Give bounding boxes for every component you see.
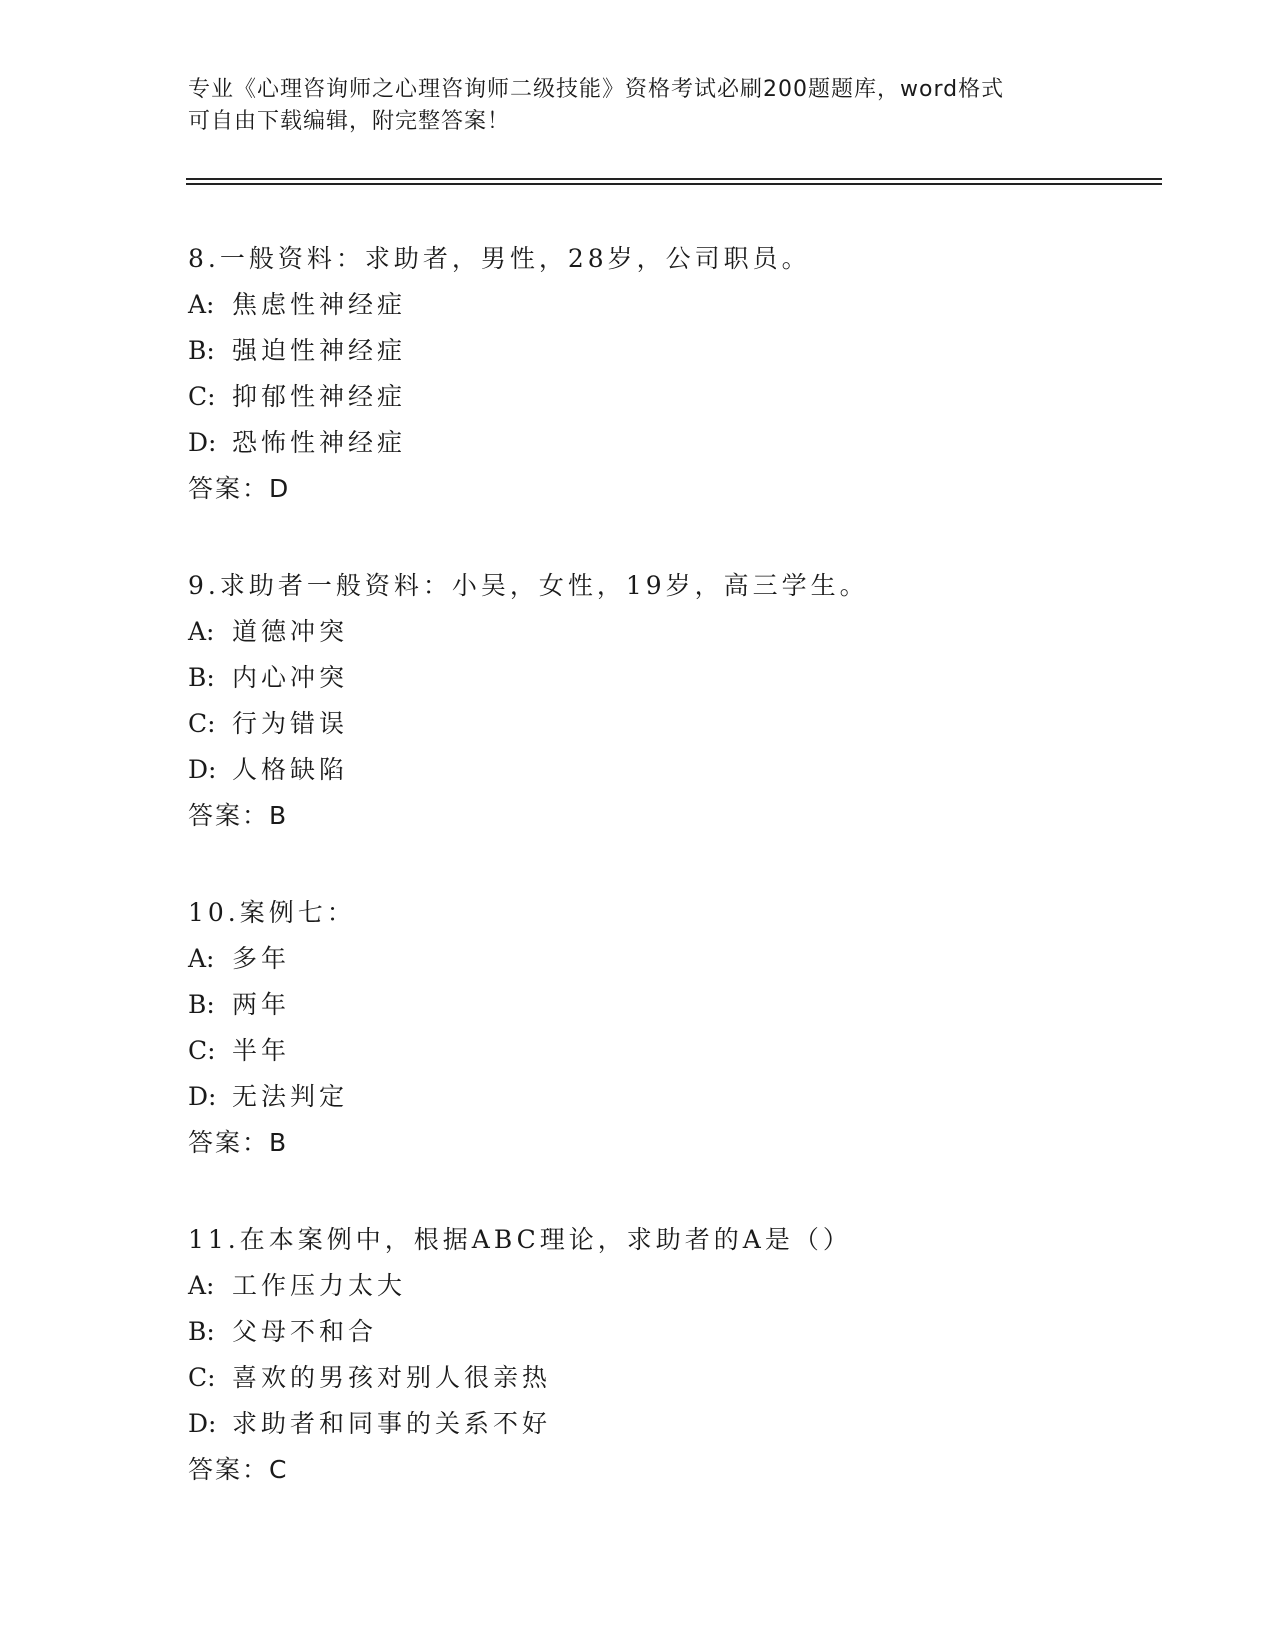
option-key: D:: [188, 1082, 217, 1111]
header-title-line-2: 可自由下载编辑，附完整答案！: [188, 109, 511, 134]
option-text: 父母不和合: [232, 1317, 378, 1346]
option-text: 抑郁性神经症: [232, 382, 407, 411]
option-a: [188, 609, 1168, 655]
header-divider-top: [186, 178, 1162, 180]
question-item: [188, 236, 1168, 512]
header-title-line-1: 专业《心理咨询师之心理咨询师二级技能》资格考试必刷200题题库，word格式: [188, 77, 1005, 102]
question-item: [188, 1217, 1168, 1493]
option-a: [188, 936, 1168, 982]
option-c: [188, 701, 1168, 747]
option-a: [188, 1263, 1168, 1309]
option-key: C:: [188, 709, 216, 738]
option-d: [188, 420, 1168, 466]
option-text: 工作压力太大: [232, 1271, 407, 1300]
option-text: 求助者和同事的关系不好: [232, 1409, 552, 1438]
option-text: 无法判定: [232, 1082, 349, 1111]
option-text: 行为错误: [232, 709, 349, 738]
option-c: [188, 374, 1168, 420]
question-stem: 8.一般资料：求助者，男性，28岁，公司职员。: [188, 244, 811, 273]
option-text: 恐怖性神经症: [232, 428, 407, 457]
option-key: D:: [188, 1409, 217, 1438]
option-text: 多年: [232, 944, 291, 973]
option-d: [188, 1401, 1168, 1447]
option-key: C:: [188, 1363, 216, 1392]
document-header: [188, 74, 1088, 138]
option-text: 内心冲突: [232, 663, 349, 692]
question-item: [188, 890, 1168, 1166]
question-stem: 10.案例七：: [188, 898, 356, 927]
option-key: A:: [188, 290, 215, 319]
option-key: C:: [188, 1036, 216, 1065]
option-c: [188, 1355, 1168, 1401]
option-b: [188, 1309, 1168, 1355]
option-b: [188, 328, 1168, 374]
answer-line: 答案：C: [188, 1455, 289, 1484]
option-text: 半年: [232, 1036, 291, 1065]
answer-line: 答案：B: [188, 801, 289, 830]
option-text: 喜欢的男孩对别人很亲热: [232, 1363, 552, 1392]
option-key: A:: [188, 1271, 215, 1300]
option-text: 道德冲突: [232, 617, 349, 646]
question-item: [188, 563, 1168, 839]
option-key: B:: [188, 663, 215, 692]
option-key: B:: [188, 336, 215, 365]
question-list: [188, 236, 1168, 1544]
answer-line: 答案：D: [188, 474, 291, 503]
option-key: B:: [188, 990, 215, 1019]
option-d: [188, 1074, 1168, 1120]
option-key: A:: [188, 617, 215, 646]
question-stem: 9.求助者一般资料：小吴，女性，19岁，高三学生。: [188, 571, 869, 600]
option-b: [188, 982, 1168, 1028]
option-d: [188, 747, 1168, 793]
option-c: [188, 1028, 1168, 1074]
option-key: D:: [188, 428, 217, 457]
option-text: 焦虑性神经症: [232, 290, 407, 319]
option-text: 人格缺陷: [232, 755, 349, 784]
option-text: 强迫性神经症: [232, 336, 407, 365]
header-divider-bottom: [186, 183, 1162, 185]
option-b: [188, 655, 1168, 701]
option-a: [188, 282, 1168, 328]
option-key: C:: [188, 382, 216, 411]
option-text: 两年: [232, 990, 291, 1019]
option-key: D:: [188, 755, 217, 784]
answer-line: 答案：B: [188, 1128, 289, 1157]
option-key: A:: [188, 944, 215, 973]
option-key: B:: [188, 1317, 215, 1346]
question-stem: 11.在本案例中，根据ABC理论，求助者的A是（）: [188, 1225, 852, 1254]
